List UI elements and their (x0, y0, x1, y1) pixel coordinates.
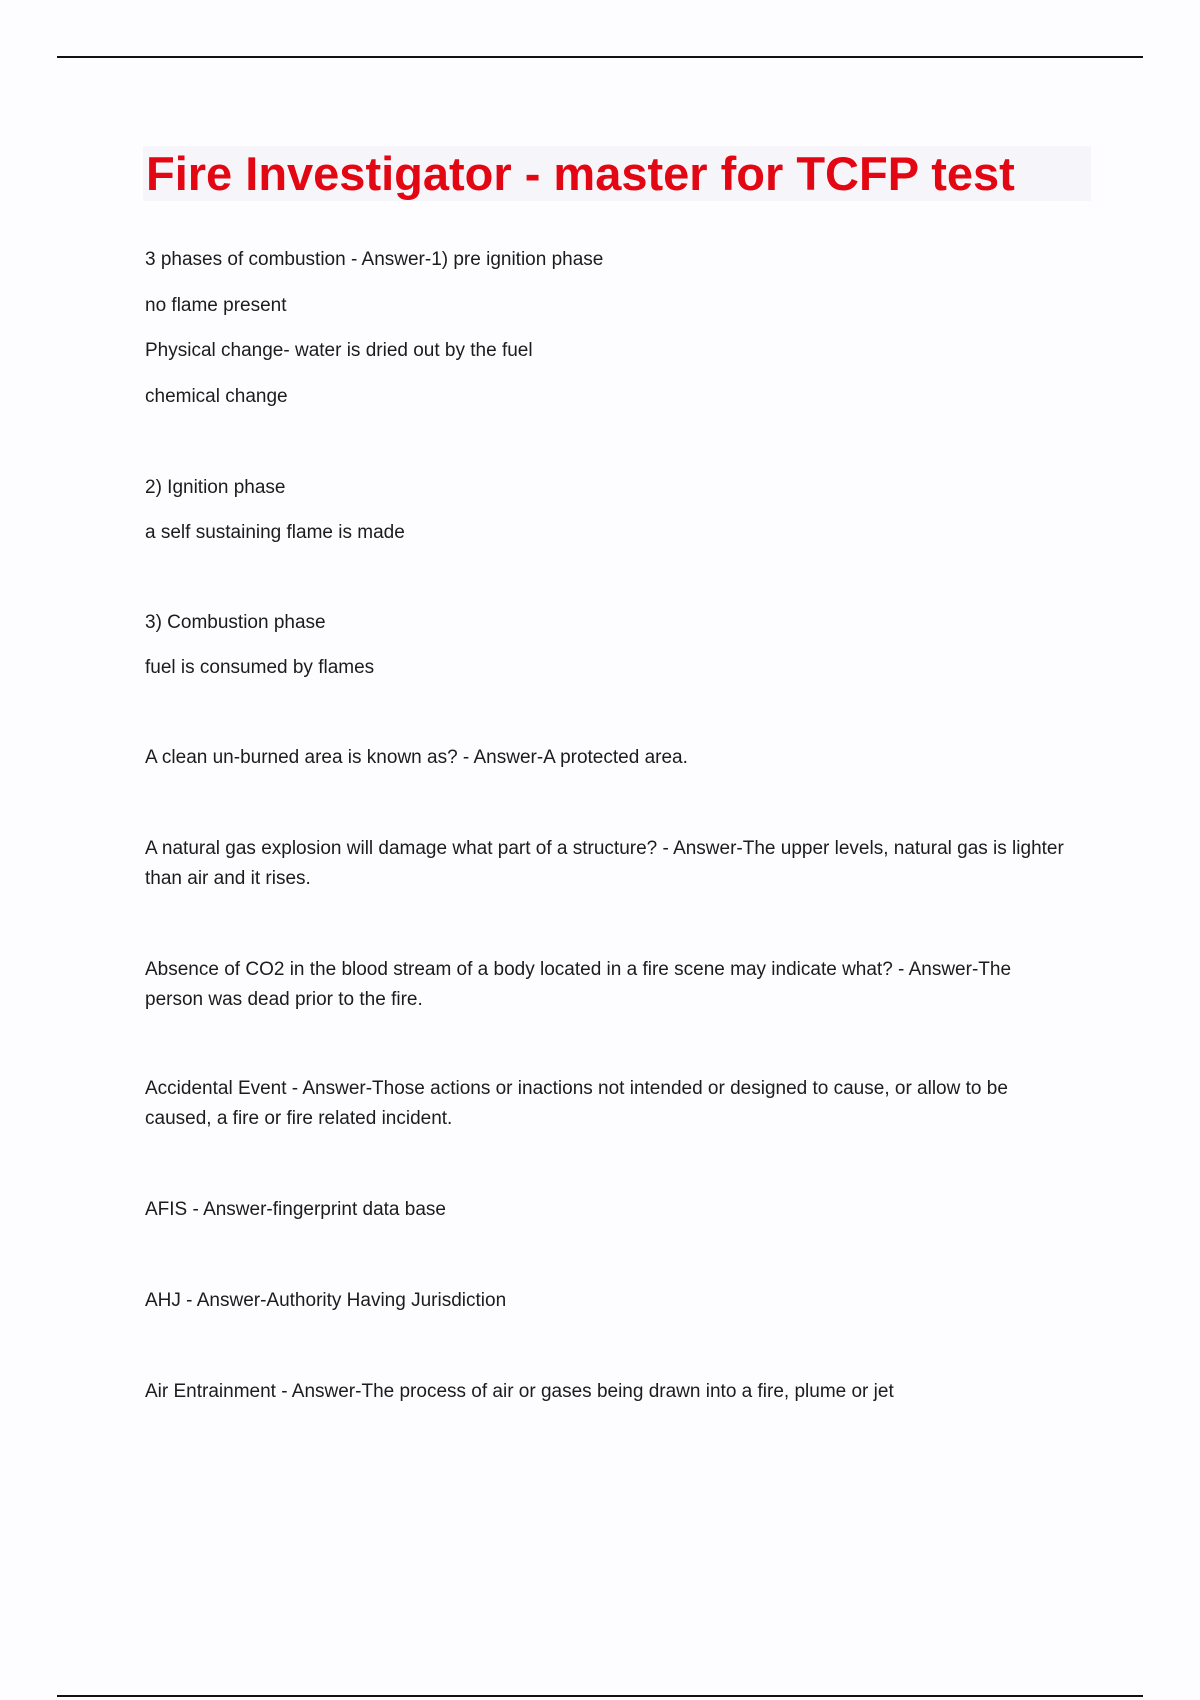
answer-line: 2) Ignition phase (145, 477, 286, 498)
answer-line: 3) Combustion phase (145, 612, 326, 633)
document-title: Fire Investigator - master for TCFP test (146, 147, 1015, 200)
qa-accidental-event: Accidental Event - Answer-Those actions or inactions not intended or designed to cause, or allow to be caused, a fire or fire related incident. (145, 1078, 1008, 1129)
answer-line: fuel is consumed by flames (145, 657, 375, 678)
answer-line: Physical change- water is dried out by the fuel (145, 340, 533, 361)
qa-protected-area: A clean un-burned area is known as? - Answer-A protected area. (145, 747, 688, 768)
answer-line: a self sustaining flame is made (145, 522, 405, 543)
qa-absence-co2: Absence of CO2 in the blood stream of a body located in a fire scene may indicate what? - Answer-The person was dead prior to the fire. (145, 959, 1012, 1010)
answer-line: no flame present (145, 295, 287, 316)
qa-air-entrainment: Air Entrainment - Answer-The process of air or gases being drawn into a fire, plume or jet (145, 1381, 894, 1402)
footer-rule (57, 1695, 1143, 1697)
header-rule (57, 56, 1143, 58)
qa-combustion-phases: 3 phases of combustion - Answer-1) pre ignition phase (145, 249, 604, 270)
qa-afis: AFIS - Answer-fingerprint data base (145, 1199, 446, 1220)
qa-ahj: AHJ - Answer-Authority Having Jurisdiction (145, 1290, 507, 1311)
answer-line: chemical change (145, 386, 288, 407)
qa-natural-gas-explosion: A natural gas explosion will damage what part of a structure? - Answer-The upper levels, natural gas is lighter than air and it rises. (145, 838, 1064, 889)
